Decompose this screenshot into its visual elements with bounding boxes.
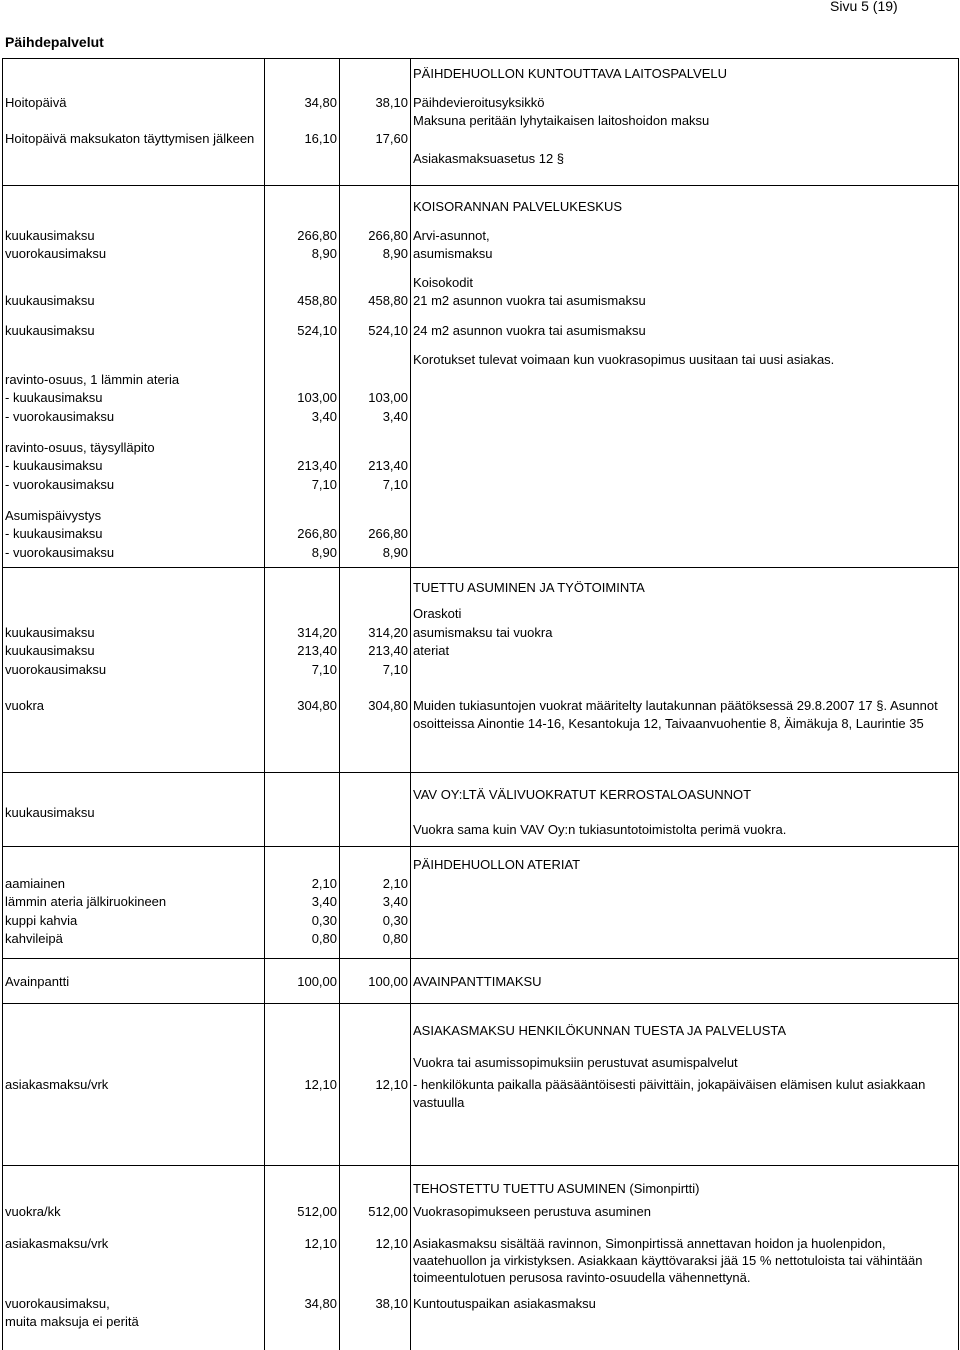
row-description: Asiakasmaksu sisältää ravinnon, Simonpirtissä annettavan hoidon ja huolenpidon,: [413, 1236, 886, 1251]
price-2012: 266,80: [297, 526, 337, 541]
price-2012: 213,40: [297, 643, 337, 658]
price-2012: 314,20: [297, 625, 337, 640]
price-2012: 7,10: [311, 662, 337, 677]
price-2012: 7,10: [311, 477, 337, 492]
row-description: osoitteissa Ainontie 14-16, Kesantokuja 12, Taivaanvuohentie 8, Äimäkuja 8, Laurintie 35: [413, 716, 924, 731]
row-label: ravinto-osuus, täysylläpito: [5, 440, 155, 455]
price-2013: 7,10: [382, 662, 408, 677]
row-label: lämmin ateria jälkiruokineen: [5, 894, 167, 909]
row-divider: [2, 846, 959, 847]
price-2013: 2,10: [382, 876, 408, 891]
price-2013: 458,80: [368, 293, 408, 308]
price-2013: 213,40: [368, 643, 408, 658]
row-divider: [2, 1165, 959, 1166]
price-2012: 458,80: [297, 293, 337, 308]
price-2012: 8,90: [311, 246, 337, 261]
price-2012: 213,40: [297, 458, 337, 473]
row-label: Hoitopäivä maksukaton täyttymisen jälkeen: [5, 131, 255, 146]
price-2012: 16,10: [304, 131, 337, 146]
row-description: Päihdevieroitusyksikkö: [413, 95, 545, 110]
row-divider: [2, 1003, 959, 1004]
price-2012: 0,80: [311, 931, 337, 946]
price-2013: 524,10: [368, 323, 408, 338]
row-divider: [2, 185, 959, 186]
table-border-left: [2, 58, 3, 1350]
section-title: Päihdepalvelut: [5, 34, 104, 50]
price-2013: 17,60: [375, 131, 408, 146]
column-divider-3: [410, 58, 411, 1350]
price-2012: 3,40: [311, 409, 337, 424]
price-2013: 100,00: [368, 974, 408, 989]
row-description: 24 m2 asunnon vuokra tai asumismaksu: [413, 323, 646, 338]
row-description: asumismaksu: [413, 246, 493, 261]
row-label: kuukausimaksu: [5, 228, 95, 243]
row-description: Oraskoti: [413, 606, 462, 621]
price-2013: 266,80: [368, 228, 408, 243]
page-number: Sivu 5 (19): [830, 0, 898, 14]
row-description: Vuokrasopimukseen perustuva asuminen: [413, 1204, 651, 1219]
row-description: Vuokra tai asumissopimuksiin perustuvat asumispalvelut: [413, 1055, 738, 1070]
row-description: PÄIHDEHUOLLON KUNTOUTTAVA LAITOSPALVELU: [413, 66, 728, 81]
price-2012: 524,10: [297, 323, 337, 338]
price-2012: 2,10: [311, 876, 337, 891]
row-description: KOISORANNAN PALVELUKESKUS: [413, 199, 623, 214]
price-2012: 34,80: [304, 95, 337, 110]
price-2012: 3,40: [311, 894, 337, 909]
price-2013: 266,80: [368, 526, 408, 541]
row-description: Korotukset tulevat voimaan kun vuokrasopimus uusitaan tai uusi asiakas.: [413, 352, 835, 367]
row-label: - kuukausimaksu: [5, 458, 103, 473]
price-2013: 8,90: [382, 246, 408, 261]
row-description: VAV OY:LTÄ VÄLIVUOKRATUT KERROSTALOASUNNOT: [413, 787, 752, 802]
price-2013: 3,40: [382, 409, 408, 424]
row-label: vuorokausimaksu,: [5, 1296, 110, 1311]
row-divider: [2, 958, 959, 959]
price-2012: 8,90: [311, 545, 337, 560]
row-label: asiakasmaksu/vrk: [5, 1077, 109, 1092]
price-2012: 100,00: [297, 974, 337, 989]
price-2013: 0,80: [382, 931, 408, 946]
row-divider: [2, 58, 959, 59]
row-description: Koisokodit: [413, 275, 473, 290]
row-label: ravinto-osuus, 1 lämmin ateria: [5, 372, 180, 387]
price-2013: 512,00: [368, 1204, 408, 1219]
price-2012: 103,00: [297, 390, 337, 405]
table-border-right: [958, 58, 959, 1350]
row-description: ateriat: [413, 643, 450, 658]
row-label: Avainpantti: [5, 974, 70, 989]
row-label: - kuukausimaksu: [5, 526, 103, 541]
row-label: kuukausimaksu: [5, 805, 95, 820]
row-description: Asiakasmaksuasetus 12 §: [413, 151, 565, 166]
row-label: - vuorokausimaksu: [5, 477, 115, 492]
row-divider: [2, 567, 959, 568]
price-2013: 12,10: [375, 1077, 408, 1092]
row-label: kuukausimaksu: [5, 643, 95, 658]
row-label: vuokra: [5, 698, 45, 713]
price-2013: 0,30: [382, 913, 408, 928]
price-2013: 213,40: [368, 458, 408, 473]
row-description: toimeentulotuen perusosa ravinto-osuudella vähennettynä.: [413, 1270, 751, 1285]
price-2013: 314,20: [368, 625, 408, 640]
price-2012: 512,00: [297, 1204, 337, 1219]
row-divider: [2, 772, 959, 773]
row-description: 21 m2 asunnon vuokra tai asumismaksu: [413, 293, 646, 308]
row-label: muita maksuja ei peritä: [5, 1314, 139, 1329]
row-description: asumismaksu tai vuokra: [413, 625, 553, 640]
row-label: Hoitopäivä: [5, 95, 67, 110]
price-2013: 103,00: [368, 390, 408, 405]
price-2013: 7,10: [382, 477, 408, 492]
price-2012: 0,30: [311, 913, 337, 928]
row-description: - henkilökunta paikalla pääsääntöisesti päivittäin, jokapäiväisen elämisen kulut asiakkaan: [413, 1077, 926, 1092]
price-2013: 38,10: [375, 1296, 408, 1311]
row-description: ASIAKASMAKSU HENKILÖKUNNAN TUESTA JA PALVELUSTA: [413, 1023, 787, 1038]
price-2012: 12,10: [304, 1236, 337, 1251]
price-2013: 304,80: [368, 698, 408, 713]
row-label: kahvileipä: [5, 931, 63, 946]
row-label: Asumispäivystys: [5, 508, 102, 523]
row-label: aamiainen: [5, 876, 65, 891]
row-description: Arvi-asunnot,: [413, 228, 490, 243]
row-label: asiakasmaksu/vrk: [5, 1236, 109, 1251]
price-2012: 34,80: [304, 1296, 337, 1311]
row-description: Kuntoutuspaikan asiakasmaksu: [413, 1296, 596, 1311]
row-description: Vuokra sama kuin VAV Oy:n tukiasuntotoimistolta perimä vuokra.: [413, 822, 787, 837]
row-description: vaatehuollon ja virkistyksen. Asiakkaan käyttövaraksi jää 15 % nettotuloista tai vähintään: [413, 1253, 923, 1268]
price-2013: 38,10: [375, 95, 408, 110]
price-2013: 12,10: [375, 1236, 408, 1251]
price-2012: 304,80: [297, 698, 337, 713]
row-label: kuukausimaksu: [5, 293, 95, 308]
row-label: kuppi kahvia: [5, 913, 78, 928]
price-2012: 12,10: [304, 1077, 337, 1092]
price-2012: 266,80: [297, 228, 337, 243]
row-description: TEHOSTETTU TUETTU ASUMINEN (Simonpirtti): [413, 1181, 700, 1196]
row-label: - vuorokausimaksu: [5, 409, 115, 424]
row-description: AVAINPANTTIMAKSU: [413, 974, 542, 989]
row-label: kuukausimaksu: [5, 625, 95, 640]
row-label: - vuorokausimaksu: [5, 545, 115, 560]
row-label: - kuukausimaksu: [5, 390, 103, 405]
row-description: PÄIHDEHUOLLON ATERIAT: [413, 857, 581, 872]
row-label: vuorokausimaksu: [5, 662, 107, 677]
row-label: vuokra/kk: [5, 1204, 61, 1219]
row-description: Maksuna peritään lyhytaikaisen laitoshoidon maksu: [413, 113, 710, 128]
price-2013: 8,90: [382, 545, 408, 560]
price-2013: 3,40: [382, 894, 408, 909]
row-description: TUETTU ASUMINEN JA TYÖTOIMINTA: [413, 580, 645, 595]
row-label: vuorokausimaksu: [5, 246, 107, 261]
row-label: kuukausimaksu: [5, 323, 95, 338]
row-description: vastuulla: [413, 1095, 465, 1110]
row-description: Muiden tukiasuntojen vuokrat määritelty lautakunnan päätöksessä 29.8.2007 17 §. Asunnot: [413, 698, 938, 713]
